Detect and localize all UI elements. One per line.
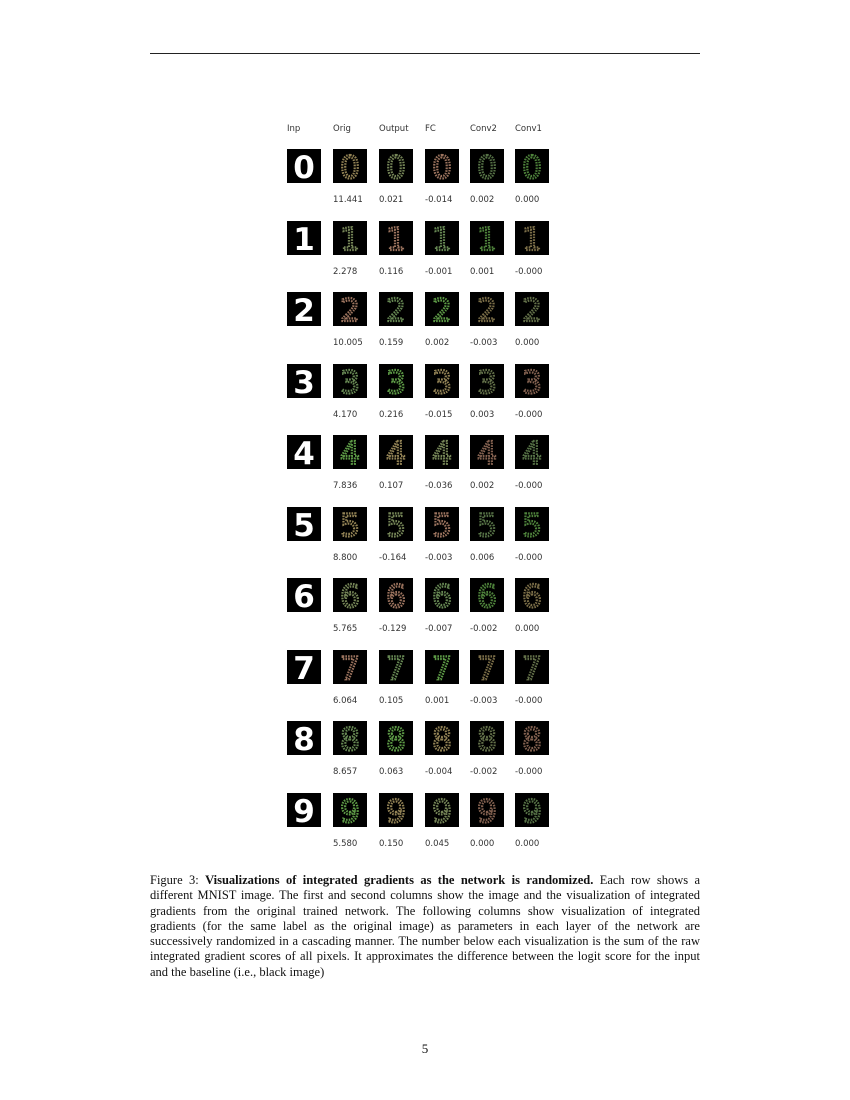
attribution-map-image [425, 149, 459, 183]
figure-grid [283, 124, 563, 849]
attribution-map-image [333, 793, 367, 827]
svg-text:9: 9 [293, 793, 315, 827]
caption-title: Visualizations of integrated gradients as the network is randomized. [205, 873, 594, 887]
input-digit-image [287, 364, 321, 398]
svg-text:1: 1 [432, 221, 452, 255]
svg-text:7: 7 [293, 650, 315, 684]
attribution-map-image [379, 578, 413, 612]
svg-text:8: 8 [522, 722, 542, 755]
attribution-map-image [470, 507, 504, 541]
svg-text:4: 4 [432, 436, 452, 469]
attribution-map-image [333, 507, 367, 541]
input-digit-image [287, 292, 321, 326]
attribution-map-image [379, 721, 413, 755]
svg-text:4: 4 [340, 436, 360, 469]
svg-text:7: 7 [477, 650, 497, 684]
attribution-map-image [515, 793, 549, 827]
svg-text:5: 5 [477, 507, 497, 541]
svg-text:7: 7 [340, 650, 360, 684]
attribution-map-image [515, 435, 549, 469]
svg-text:3: 3 [522, 364, 542, 398]
attribution-score: 0.000 [470, 838, 495, 849]
svg-text:8: 8 [432, 722, 452, 755]
attribution-map-image [515, 292, 549, 326]
attribution-score: -0.002 [470, 767, 498, 777]
attribution-score: -0.000 [515, 695, 543, 706]
attribution-score: 0.000 [515, 338, 540, 348]
attribution-map-image [333, 721, 367, 755]
attribution-map-image [333, 364, 367, 398]
attribution-score: 0.116 [379, 266, 404, 277]
attribution-score: 0.000 [515, 195, 540, 205]
attribution-map-image [425, 292, 459, 326]
attribution-score: -0.000 [515, 481, 543, 491]
figure-caption [150, 873, 700, 980]
svg-text:5: 5 [386, 507, 406, 541]
attribution-map-image [470, 364, 504, 398]
attribution-map-image [515, 578, 549, 612]
attribution-score: 10.005 [333, 338, 363, 348]
attribution-score: -0.007 [425, 624, 453, 634]
svg-text:0: 0 [293, 150, 315, 183]
svg-text:5: 5 [522, 507, 542, 541]
top-rule [150, 53, 700, 54]
svg-text:6: 6 [522, 579, 542, 612]
attribution-map-image [379, 149, 413, 183]
svg-text:6: 6 [293, 579, 315, 612]
figure-row [283, 650, 563, 716]
attribution-map-image [425, 435, 459, 469]
attribution-score: 0.045 [425, 838, 450, 849]
input-digit-image [287, 578, 321, 612]
svg-text:3: 3 [386, 364, 406, 398]
svg-text:0: 0 [432, 150, 452, 183]
column-header-conv1: Conv1 [515, 124, 542, 134]
attribution-score: 4.170 [333, 409, 358, 420]
attribution-map-image [333, 292, 367, 326]
attribution-score: 0.000 [515, 624, 540, 634]
input-digit-image [287, 149, 321, 183]
figure-row [283, 435, 563, 501]
attribution-map-image [515, 221, 549, 255]
page-number: 5 [421, 1041, 429, 1056]
attribution-score: -0.001 [425, 266, 453, 277]
attribution-map-image [379, 435, 413, 469]
attribution-map-image [379, 221, 413, 255]
svg-text:8: 8 [340, 722, 360, 755]
attribution-score: -0.000 [515, 767, 543, 777]
svg-text:5: 5 [293, 507, 315, 541]
attribution-score: -0.036 [425, 481, 453, 491]
attribution-score: 8.800 [333, 552, 358, 563]
svg-text:9: 9 [432, 793, 452, 827]
svg-text:0: 0 [340, 150, 360, 183]
svg-text:7: 7 [432, 650, 452, 684]
svg-text:6: 6 [386, 579, 406, 612]
svg-text:2: 2 [477, 293, 497, 326]
figure-row [283, 149, 563, 215]
attribution-map-image [425, 578, 459, 612]
svg-text:5: 5 [340, 507, 360, 541]
attribution-map-image [470, 650, 504, 684]
figure-row [283, 721, 563, 787]
svg-text:6: 6 [432, 579, 452, 612]
attribution-score: 11.441 [333, 195, 363, 205]
svg-text:9: 9 [386, 793, 406, 827]
svg-text:3: 3 [477, 364, 497, 398]
attribution-score: 0.002 [470, 481, 495, 491]
figure-row [283, 364, 563, 430]
svg-text:0: 0 [386, 150, 406, 183]
svg-text:2: 2 [340, 293, 360, 326]
svg-text:0: 0 [522, 150, 542, 183]
attribution-score: 0.002 [470, 195, 495, 205]
attribution-map-image [470, 721, 504, 755]
column-header-orig: Orig [333, 124, 351, 134]
attribution-map-image [379, 292, 413, 326]
input-digit-image [287, 650, 321, 684]
attribution-map-image [470, 578, 504, 612]
input-digit-image [287, 507, 321, 541]
svg-text:3: 3 [293, 364, 315, 398]
column-header-fc: FC [425, 124, 436, 134]
svg-text:3: 3 [432, 364, 452, 398]
attribution-score: -0.000 [515, 409, 543, 420]
attribution-map-image [470, 221, 504, 255]
attribution-score: 0.001 [470, 266, 495, 277]
input-digit-image [287, 793, 321, 827]
attribution-map-image [425, 221, 459, 255]
figure-row [283, 507, 563, 573]
attribution-score: -0.003 [425, 552, 453, 563]
svg-text:8: 8 [386, 722, 406, 755]
svg-text:8: 8 [293, 722, 315, 755]
svg-text:4: 4 [386, 436, 406, 469]
attribution-score: 0.159 [379, 338, 404, 348]
attribution-score: -0.164 [379, 552, 407, 563]
attribution-score: 0.063 [379, 767, 404, 777]
svg-text:3: 3 [340, 364, 360, 398]
column-header-inp: Inp [287, 124, 301, 134]
attribution-score: -0.015 [425, 409, 453, 420]
attribution-map-image [515, 721, 549, 755]
attribution-map-image [425, 650, 459, 684]
input-digit-image [287, 435, 321, 469]
column-header-conv2: Conv2 [470, 124, 497, 134]
svg-text:1: 1 [386, 221, 406, 255]
attribution-score: 0.006 [470, 552, 495, 563]
attribution-score: -0.004 [425, 767, 453, 777]
attribution-map-image [333, 650, 367, 684]
attribution-score: 0.002 [425, 338, 450, 348]
column-header-output: Output [379, 124, 409, 134]
attribution-score: 0.003 [470, 409, 495, 420]
attribution-map-image [333, 578, 367, 612]
attribution-map-image [333, 149, 367, 183]
attribution-score: 0.000 [515, 838, 540, 849]
svg-text:4: 4 [522, 436, 542, 469]
svg-text:2: 2 [293, 293, 315, 326]
attribution-score: 0.105 [379, 695, 404, 706]
attribution-map-image [425, 793, 459, 827]
figure-row [283, 221, 563, 287]
attribution-score: 5.580 [333, 838, 358, 849]
attribution-score: 0.001 [425, 695, 450, 706]
attribution-map-image [379, 650, 413, 684]
attribution-score: 0.216 [379, 409, 404, 420]
attribution-score: -0.014 [425, 195, 453, 205]
attribution-map-image [515, 650, 549, 684]
attribution-map-image [379, 793, 413, 827]
attribution-map-image [425, 364, 459, 398]
attribution-map-image [333, 435, 367, 469]
figure-row [283, 292, 563, 358]
svg-text:4: 4 [293, 436, 315, 469]
svg-text:9: 9 [340, 793, 360, 827]
svg-text:7: 7 [386, 650, 406, 684]
attribution-map-image [515, 149, 549, 183]
attribution-score: -0.129 [379, 624, 407, 634]
attribution-score: 7.836 [333, 481, 358, 491]
attribution-score: -0.000 [515, 552, 543, 563]
attribution-map-image [379, 364, 413, 398]
svg-text:1: 1 [293, 221, 315, 255]
attribution-map-image [515, 507, 549, 541]
svg-text:6: 6 [340, 579, 360, 612]
attribution-score: -0.003 [470, 695, 498, 706]
svg-text:0: 0 [477, 150, 497, 183]
input-digit-image [287, 221, 321, 255]
attribution-score: 2.278 [333, 266, 358, 277]
attribution-score: 5.765 [333, 624, 358, 634]
attribution-score: 0.107 [379, 481, 404, 491]
svg-text:1: 1 [522, 221, 542, 255]
attribution-score: 0.150 [379, 838, 404, 849]
attribution-score: 8.657 [333, 767, 358, 777]
attribution-score: 6.064 [333, 695, 358, 706]
svg-text:4: 4 [477, 436, 497, 469]
column-headers [283, 124, 563, 138]
attribution-score: -0.003 [470, 338, 498, 348]
attribution-map-image [425, 507, 459, 541]
svg-text:2: 2 [386, 293, 406, 326]
svg-text:5: 5 [432, 507, 452, 541]
attribution-map-image [425, 721, 459, 755]
attribution-score: -0.002 [470, 624, 498, 634]
attribution-score: 0.021 [379, 195, 404, 205]
svg-text:8: 8 [477, 722, 497, 755]
svg-text:2: 2 [432, 293, 452, 326]
attribution-map-image [515, 364, 549, 398]
caption-text: Each row shows a different MNIST image. The first and second columns show the image and the visualization of integrated gradients from the original trained network. The following columns show visualization of integrated gradients (for the same label as the original image) as parameters in each layer of the network are successively randomized in a cascading manner. The number below each visualization is the sum of the raw integrated gradient scores of all pixels. It approximates the difference between the logit score for the input and the baseline (i.e., black image) [150, 873, 700, 979]
caption-label: Figure 3: [150, 873, 206, 887]
svg-text:9: 9 [522, 793, 542, 827]
attribution-map-image [379, 507, 413, 541]
attribution-score: -0.000 [515, 266, 543, 277]
attribution-map-image [470, 435, 504, 469]
attribution-map-image [470, 793, 504, 827]
figure-row [283, 793, 563, 859]
svg-text:2: 2 [522, 293, 542, 326]
attribution-map-image [470, 149, 504, 183]
svg-text:6: 6 [477, 579, 497, 612]
attribution-map-image [333, 221, 367, 255]
svg-text:1: 1 [340, 221, 360, 255]
attribution-map-image [470, 292, 504, 326]
figure-row [283, 578, 563, 644]
svg-text:1: 1 [477, 221, 497, 255]
svg-text:7: 7 [522, 650, 542, 684]
svg-text:9: 9 [477, 793, 497, 827]
input-digit-image [287, 721, 321, 755]
